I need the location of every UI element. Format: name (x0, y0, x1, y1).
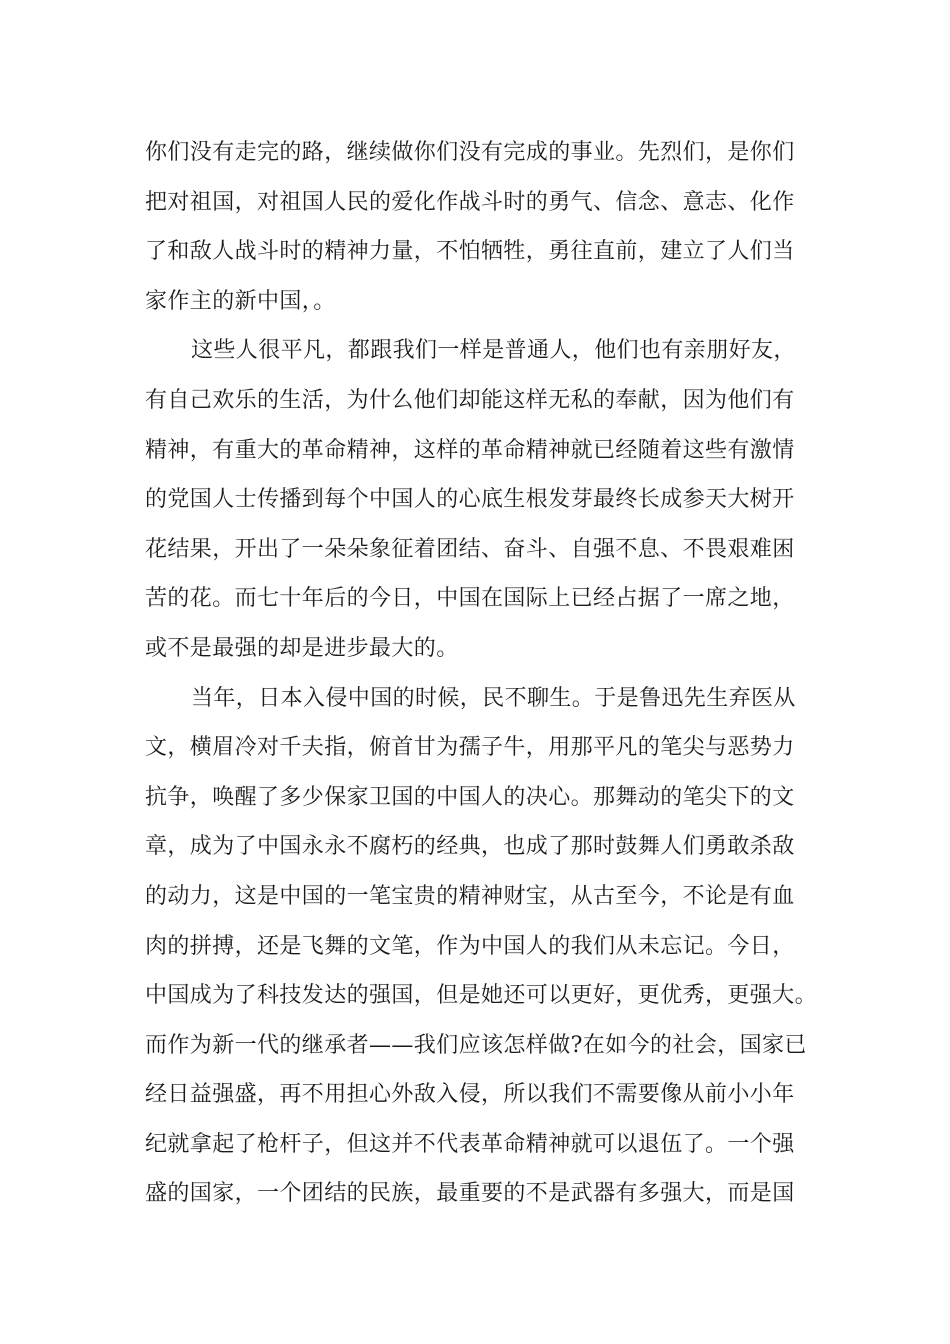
text-line: 当年，日本入侵中国的时候，民不聊生。于是鲁迅先生弃医从 (191, 685, 796, 711)
text-line: 把对祖国，对祖国人民的爱化作战斗时的勇气、信念、意志、化作 (145, 189, 795, 215)
text-line: 中国成为了科技发达的强国，但是她还可以更好，更优秀，更强大。 (145, 983, 818, 1009)
text-line: 这些人很平凡，都跟我们一样是普通人，他们也有亲朋好友， (191, 338, 796, 364)
body-text (145, 133, 835, 1224)
text-line: 肉的拼搏，还是飞舞的文笔，作为中国人的我们从未忘记。今日， (145, 933, 795, 959)
text-line: 你们没有走完的路，继续做你们没有完成的事业。先烈们，是你们 (145, 140, 795, 165)
text-line: 而作为新一代的继承者——我们应该怎样做?在如今的社会，国家已 (145, 1032, 807, 1058)
text-line: 抗争，唤醒了多少保家卫国的中国人的决心。那舞动的笔尖下的文 (145, 784, 795, 810)
text-line: 或不是最强的却是进步最大的。 (145, 635, 459, 661)
text-line: 的动力，这是中国的一笔宝贵的精神财宝，从古至今，不论是有血 (145, 883, 795, 909)
text-line: 有自己欢乐的生活，为什么他们却能这样无私的奉献，因为他们有 (145, 387, 795, 413)
text-line: 花结果，开出了一朵朵象征着团结、奋斗、自强不息、不畏艰难困 (145, 536, 795, 562)
text-line: 盛的国家，一个团结的民族，最重要的不是武器有多强大，而是国 (145, 1181, 795, 1207)
text-line: 章，成为了中国永永不腐朽的经典，也成了那时鼓舞人们勇敢杀敌 (145, 834, 795, 860)
text-line: 纪就拿起了枪杆子，但这并不代表革命精神就可以退伍了。一个强 (145, 1131, 795, 1157)
text-line: 文，横眉冷对千夫指，俯首甘为孺子牛，用那平凡的笔尖与恶势力 (145, 735, 795, 761)
text-line: 苦的花。而七十年后的今日，中国在国际上已经占据了一席之地， (145, 586, 795, 612)
text-line: 精神，有重大的革命精神，这样的革命精神就已经随着这些有激情 (145, 437, 795, 463)
text-line: 经日益强盛，再不用担心外敌入侵，所以我们不需要像从前小小年 (145, 1082, 795, 1108)
text-line: 了和敌人战斗时的精神力量，不怕牺牲，勇往直前，建立了人们当 (145, 239, 795, 265)
text-line: 家作主的新中国，。 (145, 288, 336, 314)
text-line: 的党国人士传播到每个中国人的心底生根发芽最终长成参天大树开 (145, 487, 795, 513)
